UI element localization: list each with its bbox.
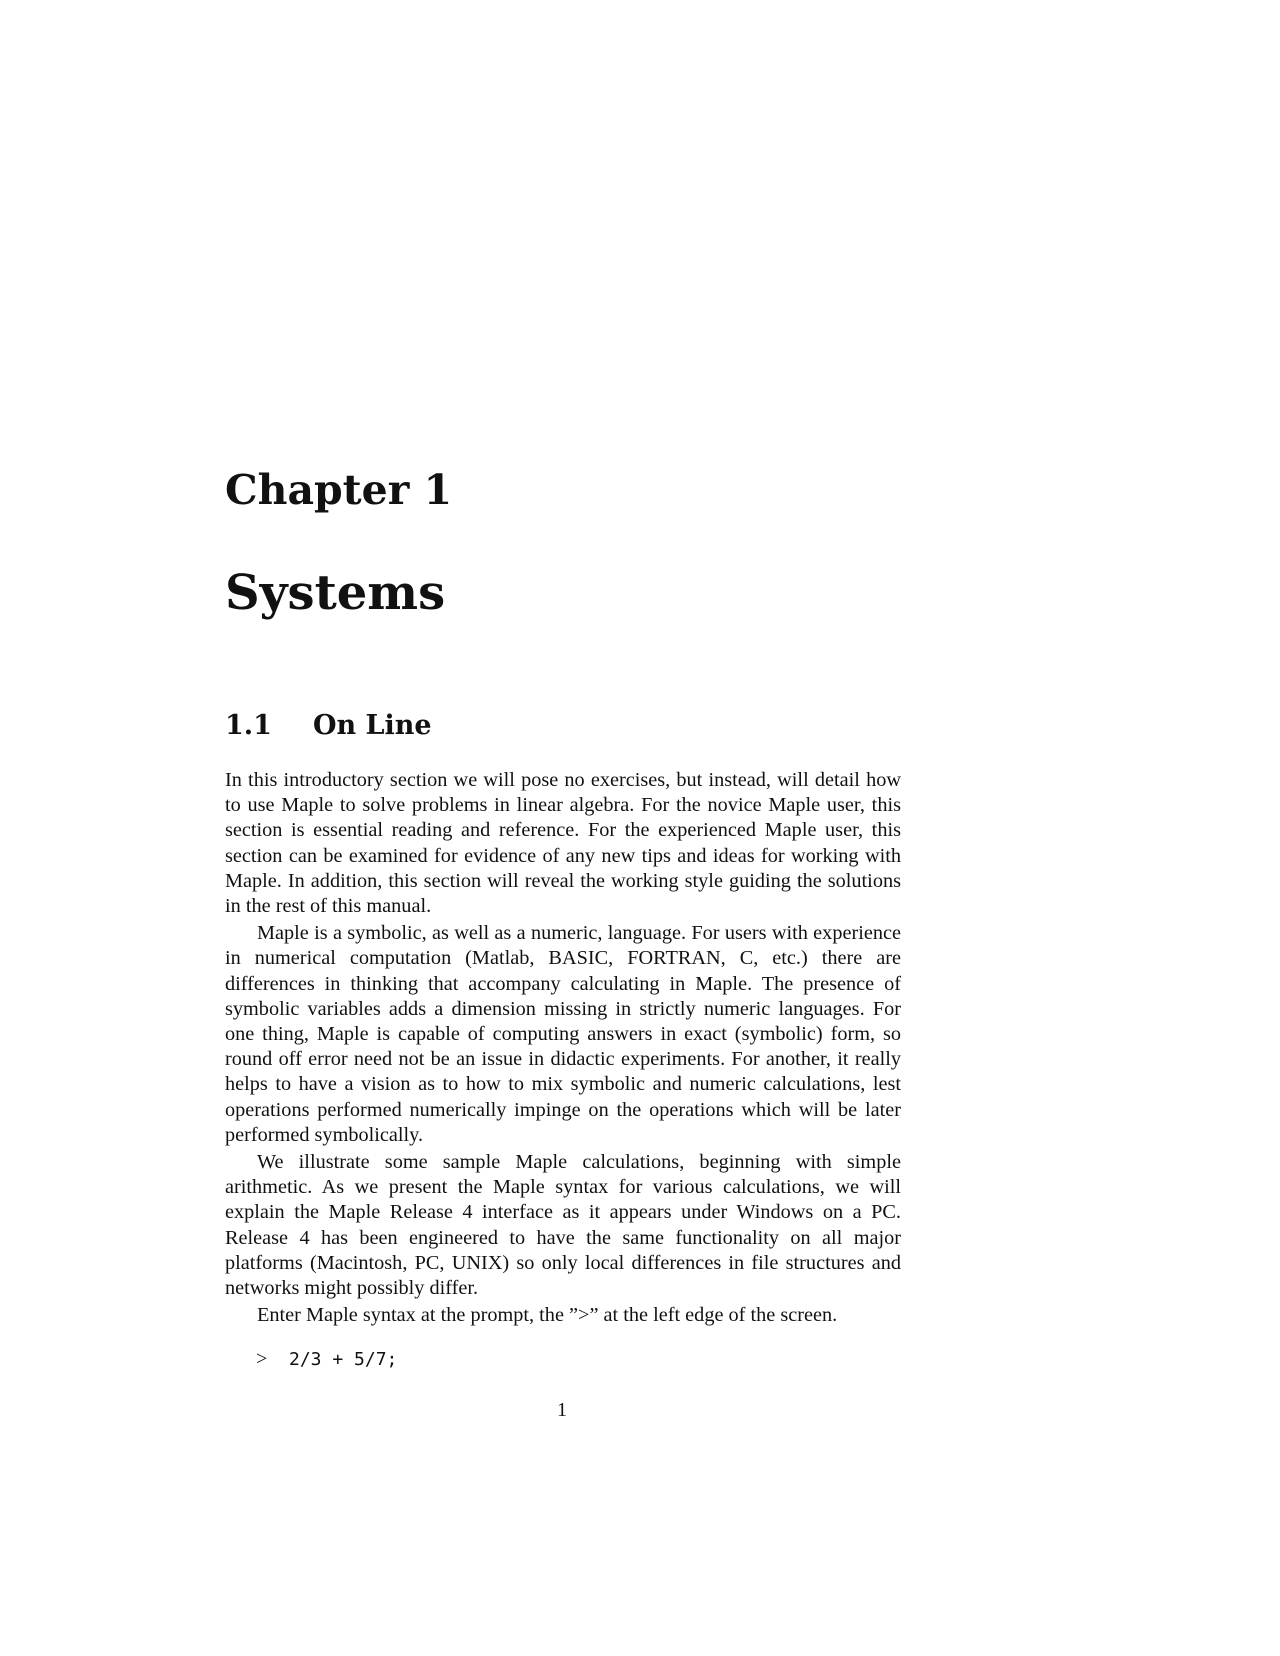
section-number: 1.1 (225, 710, 272, 741)
paragraph-illustrate: We illustrate some sample Maple calculations, beginning with simple arithmetic. As we present the Maple syntax for various calculations, we will explain the Maple Release 4 interface as it appears under Windows on a PC. Release 4 has been engineered to have the same functionality on all major platforms (Macintosh, PC, UNIX) so only local differences in file structures and networks might possibly differ. (225, 1151, 901, 1300)
code-example (256, 1346, 397, 1372)
paragraph-intro: In this introductory section we will pose no exercises, but instead, will detail how to use Maple to solve problems in linear algebra. For the novice Maple user, this section is essential reading and reference. For the experienced Maple user, this section can be examined for evidence of any new tips and ideas for working with Maple. In addition, this section will reveal the working style guiding the solutions in the rest of this manual. (225, 769, 901, 918)
section-heading (225, 709, 432, 743)
page-number: 1 (557, 1399, 567, 1421)
maple-input: 2/3 + 5/7; (289, 1349, 398, 1370)
chapter-title: Systems (225, 565, 446, 621)
paragraph-prompt: Enter Maple syntax at the prompt, the ”>” at the left edge of the screen. (257, 1304, 838, 1327)
paragraph-symbolic: Maple is a symbolic, as well as a numeric, language. For users with experience in numerical computation (Matlab, BASIC, FORTRAN, C, etc.) there are differences in thinking that accompany calculating in Maple. The presence of symbolic variables adds a dimension missing in strictly numeric languages. For one thing, Maple is capable of computing answers in exact (symbolic) form, so round off error need not be an issue in didactic experiments. For another, it really helps to have a vision as to how to mix symbolic and numeric calculations, lest operations performed numerically impinge on the operations which will be later performed symbolically. (225, 922, 901, 1146)
chapter-label: Chapter 1 (225, 466, 453, 514)
section-title: On Line (313, 710, 432, 741)
maple-prompt: > (256, 1348, 268, 1370)
body-text (225, 768, 901, 1330)
